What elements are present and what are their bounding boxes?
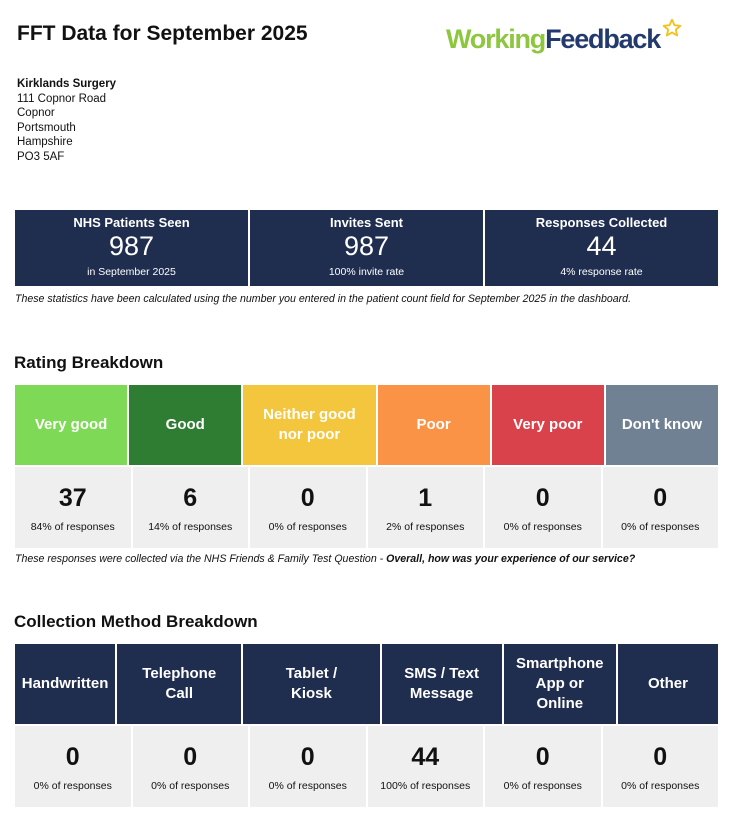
collection-count: 0 <box>653 743 668 771</box>
collection-percent: 0% of responses <box>268 780 347 792</box>
collection-cell <box>485 726 601 807</box>
stat-subtext: 4% response rate <box>560 266 643 278</box>
stat-label: Responses Collected <box>535 215 668 230</box>
collection-cell <box>603 726 719 807</box>
stat-responses-collected <box>485 210 718 286</box>
collection-cell <box>250 726 366 807</box>
address-line: Copnor <box>17 107 55 120</box>
rating-label-very-good: Very good <box>15 385 127 465</box>
stat-value: 44 <box>586 231 617 261</box>
collection-count: 0 <box>535 743 550 771</box>
address-line: Hampshire <box>17 136 73 149</box>
rating-count: 6 <box>183 484 198 512</box>
rating-count: 0 <box>535 484 550 512</box>
stat-value: 987 <box>108 231 155 261</box>
page-title: FFT Data for September 2025 <box>17 22 308 45</box>
collection-percent: 0% of responses <box>503 780 582 792</box>
stat-invites-sent <box>250 210 483 286</box>
rating-header-row <box>15 385 718 465</box>
rating-cell <box>15 467 131 548</box>
rating-percent: 0% of responses <box>268 521 347 533</box>
collection-label-handwritten: Handwritten <box>15 644 115 724</box>
rating-count: 37 <box>58 484 87 512</box>
rating-note-question: Overall, how was your experience of our service? <box>386 553 636 565</box>
collection-count: 0 <box>300 743 315 771</box>
rating-note <box>15 553 635 565</box>
collection-label-smartphone: Smartphone App or Online <box>504 644 616 724</box>
collection-label-other: Other <box>618 644 718 724</box>
rating-count: 0 <box>300 484 315 512</box>
address-line: Portsmouth <box>17 121 76 134</box>
rating-cell <box>133 467 249 548</box>
stat-label: Invites Sent <box>330 215 403 230</box>
collection-percent: 0% of responses <box>33 780 112 792</box>
address-line: 111 Copnor Road <box>17 92 107 105</box>
collection-percent: 100% of responses <box>380 780 471 792</box>
working-feedback-logo <box>446 24 682 55</box>
stats-note: These statistics have been calculated using the number you entered in the patient count field for September 2025 in the dashboard. <box>15 293 632 305</box>
rating-percent: 0% of responses <box>503 521 582 533</box>
rating-cell <box>603 467 719 548</box>
collection-value-row <box>15 726 718 807</box>
stat-subtext: in September 2025 <box>87 266 176 278</box>
rating-cell <box>250 467 366 548</box>
stat-patients-seen <box>15 210 248 286</box>
rating-percent: 14% of responses <box>148 521 233 533</box>
stat-subtext: 100% invite rate <box>328 266 405 278</box>
address-postcode: PO3 5AF <box>17 150 65 163</box>
rating-value-row <box>15 467 718 548</box>
collection-cell <box>368 726 484 807</box>
rating-count: 1 <box>418 484 433 512</box>
stat-value: 987 <box>343 231 390 261</box>
collection-label-telephone: Telephone Call <box>117 644 241 724</box>
summary-stats <box>15 210 718 286</box>
rating-label-good: Good <box>129 385 241 465</box>
collection-header-row <box>15 644 718 724</box>
collection-count: 44 <box>411 743 440 771</box>
rating-count: 0 <box>653 484 668 512</box>
collection-cell <box>15 726 131 807</box>
rating-heading: Rating Breakdown <box>14 353 164 372</box>
logo-text-feedback: Feedback <box>545 24 661 54</box>
collection-label-tablet: Tablet / Kiosk <box>243 644 379 724</box>
collection-label-sms: SMS / Text Message <box>382 644 502 724</box>
collection-percent: 0% of responses <box>621 780 700 792</box>
rating-percent: 2% of responses <box>386 521 465 533</box>
practice-name: Kirklands Surgery <box>17 78 117 90</box>
star-icon <box>662 18 682 38</box>
rating-label-dont-know: Don't know <box>606 385 718 465</box>
practice-address <box>17 77 116 165</box>
rating-label-poor: Poor <box>378 385 490 465</box>
collection-count: 0 <box>65 743 80 771</box>
rating-cell <box>368 467 484 548</box>
rating-note-prefix: These responses were collected via the NHS Friends & Family Test Question - <box>15 553 387 565</box>
rating-percent: 0% of responses <box>621 521 700 533</box>
collection-heading: Collection Method Breakdown <box>14 612 258 631</box>
rating-percent: 84% of responses <box>30 521 115 533</box>
logo-text-working: Working <box>446 24 546 54</box>
collection-percent: 0% of responses <box>151 780 230 792</box>
collection-count: 0 <box>183 743 198 771</box>
rating-label-neither: Neither good nor poor <box>243 385 375 465</box>
collection-cell <box>133 726 249 807</box>
rating-label-very-poor: Very poor <box>492 385 604 465</box>
rating-cell <box>485 467 601 548</box>
stat-label: NHS Patients Seen <box>73 215 190 230</box>
